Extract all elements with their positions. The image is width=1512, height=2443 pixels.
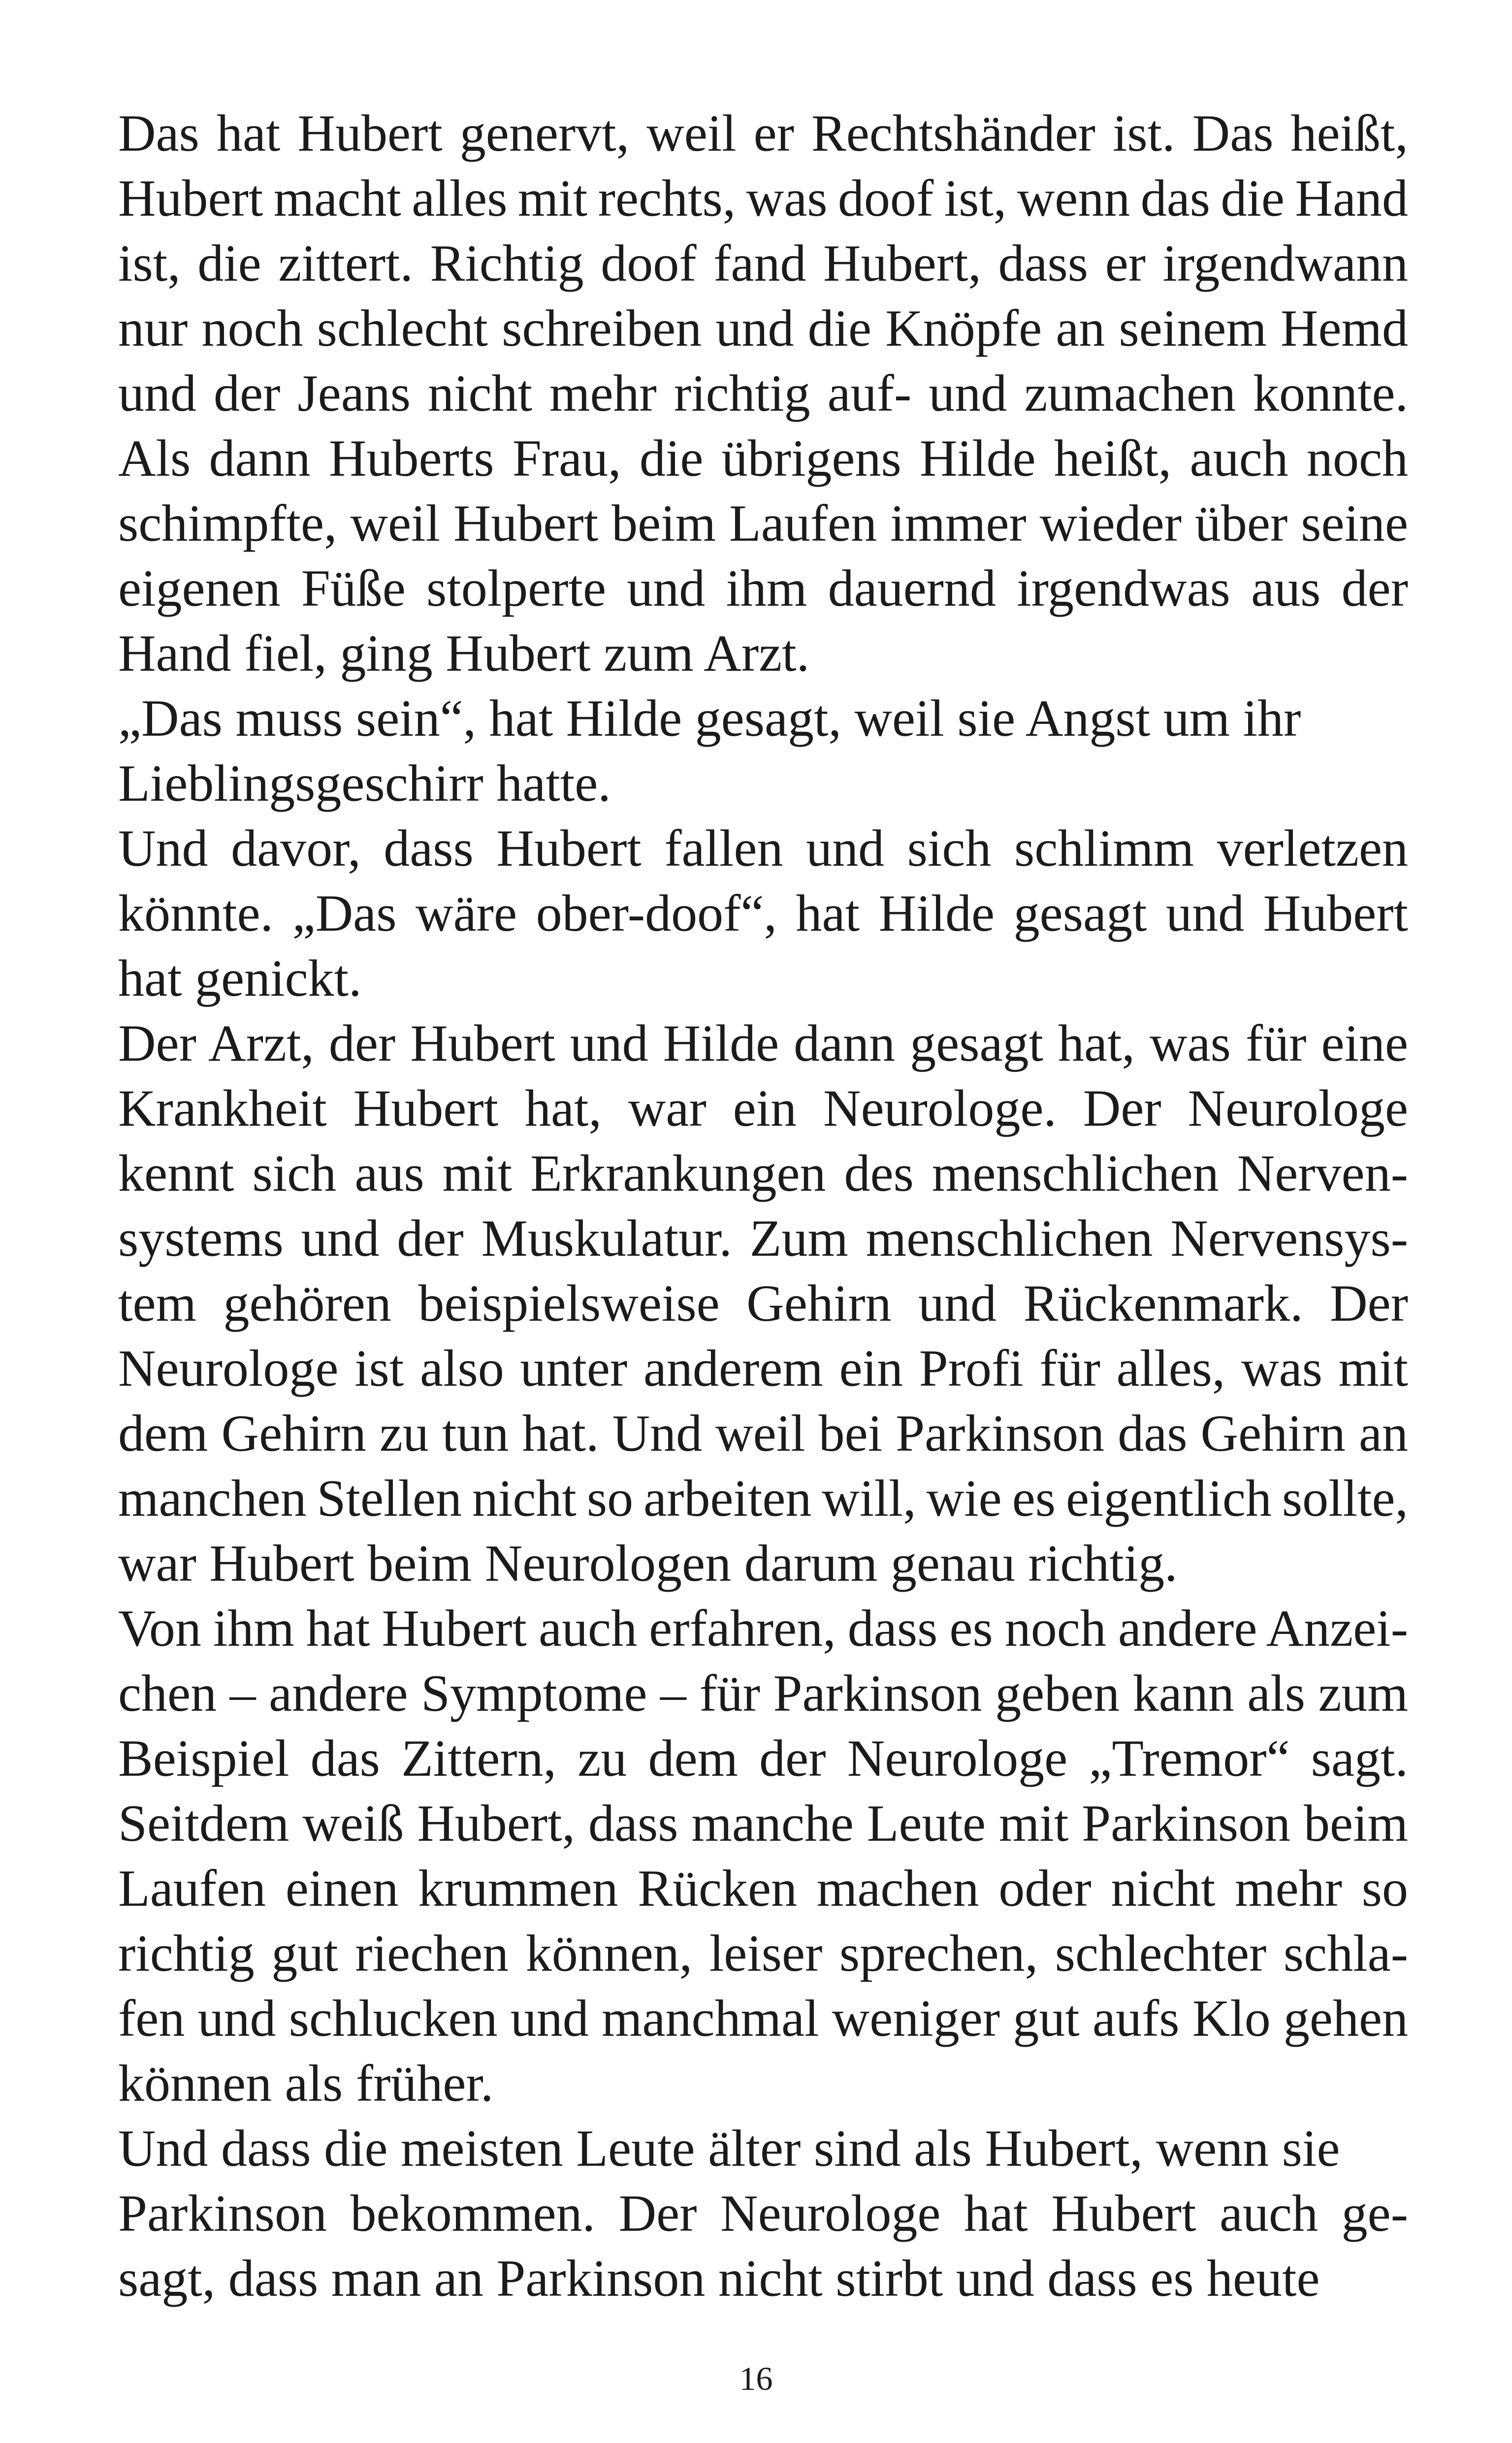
text-line: war Hubert beim Neurologen darum genau richtig. [118,1534,1178,1592]
text-line: Lieblingsgeschirr hatte. [118,754,611,812]
text-line: Von ihm hat Hubert auch erfahren, dass es noch andere Anzei- [118,1599,1408,1657]
text-line: könnte. „Das wäre ober-doof“, hat Hilde gesagt und Hubert [118,884,1408,942]
text-line: schimpfte, weil Hubert beim Laufen immer wieder über seine [118,494,1408,552]
text-line: Laufen einen krummen Rücken machen oder nicht mehr so [118,1859,1408,1917]
text-line: Und davor, dass Hubert fallen und sich schlimm verletzen [118,819,1408,877]
text-line: Der Arzt, der Hubert und Hilde dann gesagt hat, was für eine [118,1014,1408,1072]
text-line: kennt sich aus mit Erkrankungen des menschlichen Nerven- [118,1144,1408,1202]
text-line: Seitdem weiß Hubert, dass manche Leute mit Parkinson beim [118,1794,1408,1852]
text-line: Als dann Huberts Frau, die übrigens Hilde heißt, auch noch [118,429,1408,487]
text-line: nur noch schlecht schreiben und die Knöpfe an seinem Hemd [118,299,1408,357]
text-line: Und dass die meisten Leute älter sind als Hubert, wenn sie [118,2119,1340,2177]
text-line: „Das muss sein“, hat Hilde gesagt, weil sie Angst um ihr [118,689,1301,747]
text-line: Neurologe ist also unter anderem ein Profi für alles, was mit [118,1339,1408,1397]
text-line: Beispiel das Zittern, zu dem der Neurologe „Tremor“ sagt. [118,1729,1408,1787]
text-line: ist, die zittert. Richtig doof fand Hubert, dass er irgendwann [118,234,1408,292]
page-number: 16 [739,2360,773,2397]
text-line: tem gehören beispielsweise Gehirn und Rückenmark. Der [118,1274,1408,1332]
text-line: können als früher. [118,2054,494,2112]
text-line: Parkinson bekommen. Der Neurologe hat Hubert auch ge- [118,2184,1408,2242]
text-line: eigenen Füße stolperte und ihm dauernd irgendwas aus der [118,559,1408,617]
text-line: manchen Stellen nicht so arbeiten will, wie es eigentlich sollte, [118,1469,1408,1527]
text-line: Krankheit Hubert hat, war ein Neurologe. Der Neurologe [118,1079,1408,1137]
text-line: Das hat Hubert genervt, weil er Rechtshänder ist. Das heißt, [118,104,1408,162]
page-body [118,101,1408,2327]
text-line: und der Jeans nicht mehr richtig auf- und zumachen konnte. [118,364,1408,422]
text-line: Hand fiel, ging Hubert zum Arzt. [118,624,810,682]
text-line: dem Gehirn zu tun hat. Und weil bei Parkinson das Gehirn an [118,1404,1408,1462]
text-line: sagt, dass man an Parkinson nicht stirbt und dass es heute [118,2249,1320,2307]
text-line: richtig gut riechen können, leiser sprechen, schlechter schla- [118,1924,1408,1982]
text-line: hat genickt. [118,949,362,1007]
text-line: systems und der Muskulatur. Zum menschlichen Nervensys- [118,1209,1408,1267]
text-line: Hubert macht alles mit rechts, was doof ist, wenn das die Hand [118,169,1408,227]
text-line: fen und schlucken und manchmal weniger gut aufs Klo gehen [118,1989,1408,2047]
text-line: chen – andere Symptome – für Parkinson geben kann als zum [118,1664,1408,1722]
